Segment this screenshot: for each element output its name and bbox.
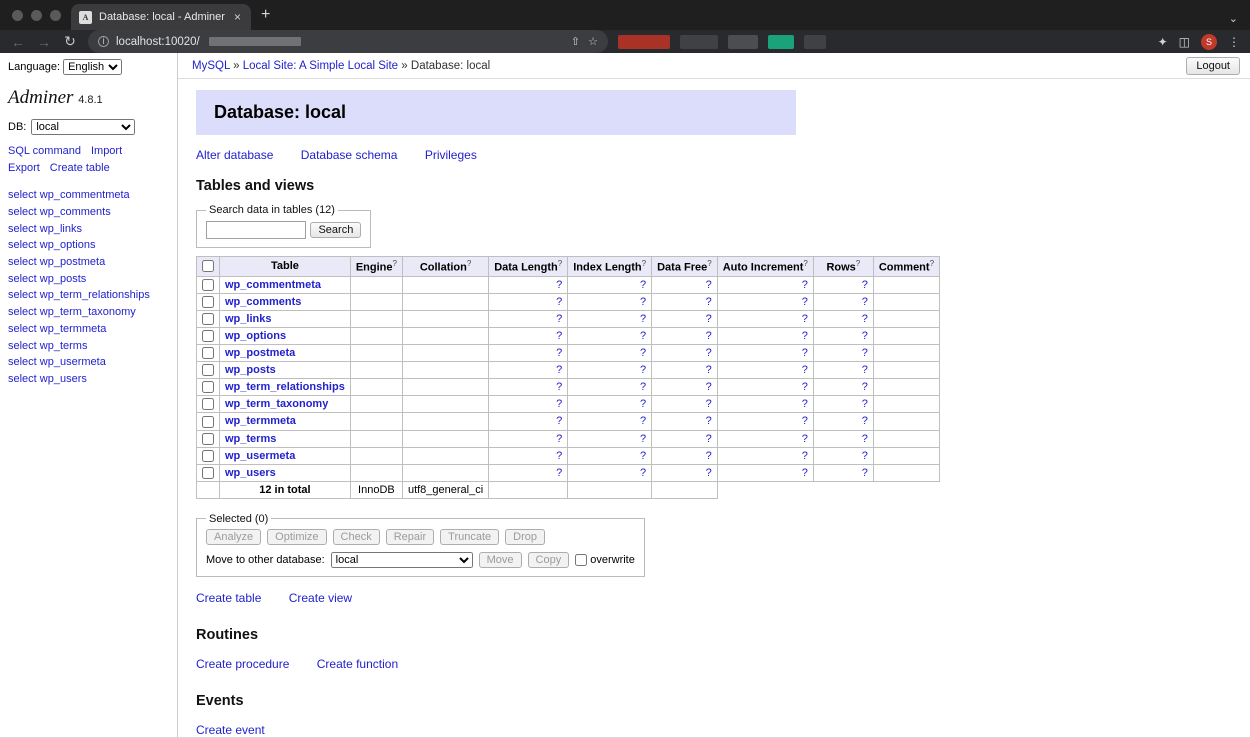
data-free-cell: ? [652,396,718,413]
sidebar-select-wp-term-relationships[interactable]: select wp_term_relationships [8,289,150,302]
row-select-cell[interactable] [197,327,220,344]
create-view-link[interactable]: Create view [288,590,353,605]
sidebar-action-export[interactable]: Export [8,162,40,175]
data-length-cell: ? [489,293,568,310]
rows-cell: ? [813,447,873,464]
table-link[interactable]: wp_users [225,466,276,479]
address-bar-icons [571,35,598,48]
table-link[interactable]: wp_commentmeta [225,278,321,291]
create-links-row [196,591,1250,605]
selected-buttons [206,529,635,545]
table-link[interactable]: wp_usermeta [225,449,296,462]
row-select-cell[interactable] [197,276,220,293]
browser-tab[interactable] [71,4,251,30]
page-title: Database: local [196,90,796,135]
data-length-cell: ? [489,413,568,430]
index-length-cell: ? [568,293,652,310]
row-checkbox[interactable] [202,330,214,342]
column-header-auto-increment[interactable]: Auto Increment? [717,257,813,277]
data-free-cell: ? [652,276,718,293]
table-row [197,327,940,344]
tab-strip [0,0,1250,30]
comment-cell [873,310,939,327]
table-row [197,345,940,362]
create-function-link[interactable]: Create function [316,656,399,671]
table-name-cell [220,396,351,413]
data-free-cell: ? [652,413,718,430]
back-icon[interactable]: ← [11,33,25,50]
index-length-cell: ? [568,413,652,430]
collation-cell [402,327,488,344]
total-count-cell: 12 in total [220,481,351,498]
minimize-window-button[interactable] [31,10,42,21]
select-all-header[interactable] [197,257,220,277]
db-label: DB: [8,121,27,133]
row-checkbox[interactable] [202,279,214,291]
data-free-cell: ? [652,345,718,362]
truncate-button[interactable]: Truncate [440,529,499,545]
row-select-cell[interactable] [197,293,220,310]
table-link[interactable]: wp_term_relationships [225,381,345,394]
search-data-legend: Search data in tables (12) [209,204,335,216]
redacted-toolbar-item-2 [680,35,718,49]
collation-cell [402,464,488,481]
data-length-cell: ? [489,362,568,379]
breadcrumb-site-link[interactable]: Local Site: A Simple Local Site [242,60,399,72]
rows-cell: ? [813,464,873,481]
engine-cell [350,464,402,481]
total-data-length-cell [489,481,568,498]
engine-cell [350,447,402,464]
index-length-cell: ? [568,327,652,344]
redacted-toolbar-item-5 [804,35,826,49]
breadcrumb-sep-2: » [401,60,408,72]
tables-table-body [197,276,940,498]
sidebar-select-wp-options[interactable]: select wp_options [8,239,96,252]
index-length-cell: ? [568,430,652,447]
sidebar-select-wp-term-taxonomy[interactable]: select wp_term_taxonomy [8,306,136,319]
column-header-rows[interactable]: Rows? [813,257,873,277]
index-length-cell: ? [568,362,652,379]
sidebar-select-wp-comments[interactable]: select wp_comments [8,205,111,218]
table-name-cell [220,327,351,344]
tables-and-views-heading: Tables and views [196,178,315,194]
repair-button[interactable]: Repair [386,529,434,545]
check-button[interactable]: Check [333,529,380,545]
breadcrumb-server-link[interactable]: MySQL [192,60,230,72]
table-row [197,464,940,481]
data-length-cell: ? [489,310,568,327]
comment-cell [873,379,939,396]
column-header-index-length[interactable]: Index Length? [568,257,652,277]
column-header-table[interactable]: Table [220,257,351,277]
auto-increment-cell: ? [717,413,813,430]
data-length-cell: ? [489,396,568,413]
table-name-cell [220,464,351,481]
alter-database-link[interactable]: Alter database [196,148,274,162]
rows-cell: ? [813,396,873,413]
language-row [0,53,177,79]
breadcrumb-current: Database: local [410,60,491,72]
maximize-window-button[interactable] [50,10,61,21]
index-length-cell: ? [568,345,652,362]
total-engine-cell: InnoDB [350,481,402,498]
row-checkbox[interactable] [202,398,214,410]
collation-cell [402,447,488,464]
toolbar-right-group [1158,34,1240,50]
index-length-cell: ? [568,310,652,327]
data-free-cell: ? [652,362,718,379]
adminer-logo [0,79,177,113]
language-select[interactable] [63,59,122,75]
comment-cell [873,430,939,447]
analyze-button[interactable]: Analyze [206,529,261,545]
comment-cell [873,447,939,464]
sidebar-select-wp-terms[interactable]: select wp_terms [8,339,88,352]
select-all-checkbox[interactable] [202,260,214,272]
rows-cell: ? [813,310,873,327]
overwrite-checkbox[interactable] [575,554,587,566]
engine-cell [350,345,402,362]
sidebar-action-import[interactable]: Import [90,145,123,157]
collation-cell [402,276,488,293]
database-action-links [196,148,1250,162]
sidebar-select-wp-users[interactable]: select wp_users [8,373,87,385]
engine-cell [350,310,402,327]
side-panel-icon[interactable]: ◫ [1178,34,1190,49]
collation-cell [402,430,488,447]
table-link[interactable]: wp_options [225,329,287,342]
comment-cell [873,293,939,310]
site-info-icon[interactable]: i [98,36,109,47]
new-tab-button[interactable]: + [260,6,271,23]
move-to-database-label: Move to other database: [206,553,325,566]
create-procedure-link[interactable]: Create procedure [196,656,290,671]
rows-cell: ? [813,430,873,447]
adminer-content [178,53,1250,737]
column-header-collation[interactable]: Collation? [402,257,488,277]
table-link[interactable]: wp_term_taxonomy [225,398,329,411]
comment-cell [873,413,939,430]
copy-button[interactable]: Copy [528,552,570,568]
auto-increment-cell: ? [717,464,813,481]
auto-increment-cell: ? [717,276,813,293]
comment-cell [873,345,939,362]
collation-cell [402,362,488,379]
row-checkbox[interactable] [202,296,214,308]
row-checkbox[interactable] [202,467,214,479]
move-button[interactable]: Move [479,552,522,568]
row-select-cell[interactable] [197,413,220,430]
auto-increment-cell: ? [717,293,813,310]
table-row [197,379,940,396]
index-length-cell: ? [568,396,652,413]
sidebar-select-wp-posts[interactable]: select wp_posts [8,272,87,285]
rows-cell: ? [813,345,873,362]
auto-increment-cell: ? [717,362,813,379]
table-link[interactable]: wp_posts [225,364,276,377]
index-length-cell: ? [568,276,652,293]
redacted-toolbar-item-3 [728,35,758,49]
breadcrumb-sep-1: » [233,60,240,72]
close-tab-icon[interactable]: × [233,10,241,24]
table-row [197,447,940,464]
table-name-cell [220,362,351,379]
table-row [197,293,940,310]
data-free-cell: ? [652,464,718,481]
collation-cell [402,345,488,362]
logout-button[interactable]: Logout [1186,57,1240,75]
collation-cell [402,379,488,396]
comment-cell [873,362,939,379]
index-length-cell: ? [568,447,652,464]
table-name-cell [220,447,351,464]
engine-cell [350,379,402,396]
selected-legend: Selected (0) [209,512,269,525]
table-name-cell [220,379,351,396]
data-length-cell: ? [489,430,568,447]
auto-increment-cell: ? [717,310,813,327]
adminer-brand-text: Adminer [8,87,74,108]
tab-list-chevron-down-icon[interactable]: ⌄ [1228,13,1238,25]
db-selector-row [0,113,177,141]
row-checkbox[interactable] [202,364,214,376]
comment-cell [873,464,939,481]
browser-menu-icon[interactable]: ⋮ [1228,34,1240,49]
data-free-cell: ? [652,379,718,396]
window-controls [10,0,71,30]
search-input[interactable] [206,221,306,239]
search-button[interactable]: Search [310,222,361,238]
total-index-length-cell [568,481,652,498]
row-checkbox[interactable] [202,450,214,462]
move-to-database-row [206,552,635,568]
data-free-cell: ? [652,293,718,310]
drop-button[interactable]: Drop [505,529,545,545]
table-link[interactable]: wp_links [225,312,272,325]
sidebar-select-wp-postmeta[interactable]: select wp_postmeta [8,255,106,268]
database-schema-link[interactable]: Database schema [300,148,398,162]
sidebar-select-wp-links[interactable]: select wp_links [8,222,82,235]
events-links-row [196,723,1250,737]
create-event-link[interactable]: Create event [196,722,265,737]
index-length-cell: ? [568,379,652,396]
table-link[interactable]: wp_terms [225,432,277,445]
rows-cell: ? [813,379,873,396]
table-row [197,430,940,447]
rows-cell: ? [813,413,873,430]
row-select-cell[interactable] [197,447,220,464]
close-window-button[interactable] [12,10,23,21]
extensions-icon[interactable]: ✦ [1157,34,1168,49]
auto-increment-cell: ? [717,430,813,447]
comment-cell [873,276,939,293]
total-collation-cell: utf8_general_ci [402,481,488,498]
row-checkbox[interactable] [202,347,214,359]
comment-cell [873,396,939,413]
table-row [197,310,940,327]
sidebar-table-links [0,183,177,396]
rows-cell: ? [813,293,873,310]
tab-title: Database: local - Adminer [99,11,225,23]
table-row [197,276,940,293]
url-text: localhost:10020/ [116,35,200,48]
routines-links-row [196,657,1250,671]
auto-increment-cell: ? [717,396,813,413]
sidebar-select-wp-commentmeta[interactable]: select wp_commentmeta [8,189,130,202]
row-select-cell[interactable] [197,345,220,362]
sidebar-select-wp-usermeta[interactable]: select wp_usermeta [8,356,106,369]
data-length-cell: ? [489,464,568,481]
browser-toolbar [0,30,1250,53]
profile-avatar[interactable]: S [1201,34,1217,50]
rows-cell: ? [813,276,873,293]
row-select-cell[interactable] [197,310,220,327]
bookmark-star-icon[interactable]: ☆ [588,36,598,48]
search-data-fieldset [196,204,371,248]
rows-cell: ? [813,327,873,344]
table-name-cell [220,345,351,362]
auto-increment-cell: ? [717,379,813,396]
table-total-row [197,481,940,498]
engine-cell [350,430,402,447]
comment-cell [873,327,939,344]
adminer-favicon-icon: A [79,11,92,24]
auto-increment-cell: ? [717,345,813,362]
auto-increment-cell: ? [717,327,813,344]
move-target-database-select[interactable] [331,552,473,568]
share-icon[interactable]: ⇧ [570,36,581,48]
optimize-button[interactable]: Optimize [267,529,326,545]
sidebar-actions [0,141,177,183]
row-checkbox[interactable] [202,313,214,325]
page-body [0,53,1250,737]
row-checkbox[interactable] [202,416,214,428]
collation-cell [402,310,488,327]
total-checkbox-cell [197,481,220,498]
tables-table [196,256,940,499]
engine-cell [350,413,402,430]
row-checkbox[interactable] [202,433,214,445]
sidebar-select-wp-termmeta[interactable]: select wp_termmeta [8,322,107,335]
table-link[interactable]: wp_postmeta [225,347,296,360]
data-length-cell: ? [489,447,568,464]
data-free-cell: ? [652,310,718,327]
data-free-cell: ? [652,430,718,447]
collation-cell [402,293,488,310]
main-panel [178,90,1250,737]
column-header-data-length[interactable]: Data Length? [489,257,568,277]
adminer-version: 4.8.1 [78,94,103,106]
language-label: Language: [8,61,60,73]
column-header-engine[interactable]: Engine? [350,257,402,277]
table-name-cell [220,430,351,447]
collation-cell [402,396,488,413]
table-link[interactable]: wp_termmeta [225,415,296,428]
data-free-cell: ? [652,447,718,464]
data-length-cell: ? [489,379,568,396]
index-length-cell: ? [568,464,652,481]
forward-icon[interactable]: → [37,33,51,50]
total-data-free-cell [652,481,718,498]
table-name-cell [220,413,351,430]
overwrite-label-text: overwrite [590,553,635,566]
row-select-cell[interactable] [197,464,220,481]
row-select-cell[interactable] [197,430,220,447]
row-select-cell[interactable] [197,362,220,379]
engine-cell [350,293,402,310]
events-heading: Events [196,692,244,709]
sidebar-action-create-table[interactable]: Create table [49,162,110,175]
data-length-cell: ? [489,276,568,293]
redacted-toolbar-item-1 [618,35,670,49]
data-free-cell: ? [652,327,718,344]
row-select-cell[interactable] [197,396,220,413]
column-header-data-free[interactable]: Data Free? [652,257,718,277]
redacted-toolbar-item-4 [768,35,794,49]
table-row [197,362,940,379]
breadcrumb [178,53,1250,79]
table-name-cell [220,310,351,327]
routines-heading: Routines [196,626,259,643]
data-length-cell: ? [489,345,568,362]
reload-icon[interactable]: ↻ [64,33,76,49]
rows-cell: ? [813,362,873,379]
url-redacted-block [209,37,301,46]
overwrite-checkbox-label[interactable] [575,554,635,566]
engine-cell [350,327,402,344]
create-table-link[interactable]: Create table [196,590,262,605]
table-row [197,413,940,430]
row-select-cell[interactable] [197,379,220,396]
data-length-cell: ? [489,327,568,344]
table-header-row [197,257,940,277]
engine-cell [350,276,402,293]
engine-cell [350,396,402,413]
privileges-link[interactable]: Privileges [424,148,477,162]
auto-increment-cell: ? [717,447,813,464]
engine-cell [350,362,402,379]
table-name-cell [220,293,351,310]
table-row [197,396,940,413]
sidebar-action-sql-command[interactable]: SQL command [8,145,81,157]
adminer-sidebar [0,53,178,737]
address-bar[interactable] [88,30,608,53]
db-select[interactable] [31,119,135,135]
table-name-cell [220,276,351,293]
column-header-comment[interactable]: Comment? [873,257,939,277]
table-link[interactable]: wp_comments [225,295,302,308]
row-checkbox[interactable] [202,381,214,393]
selected-fieldset [196,513,645,577]
collation-cell [402,413,488,430]
